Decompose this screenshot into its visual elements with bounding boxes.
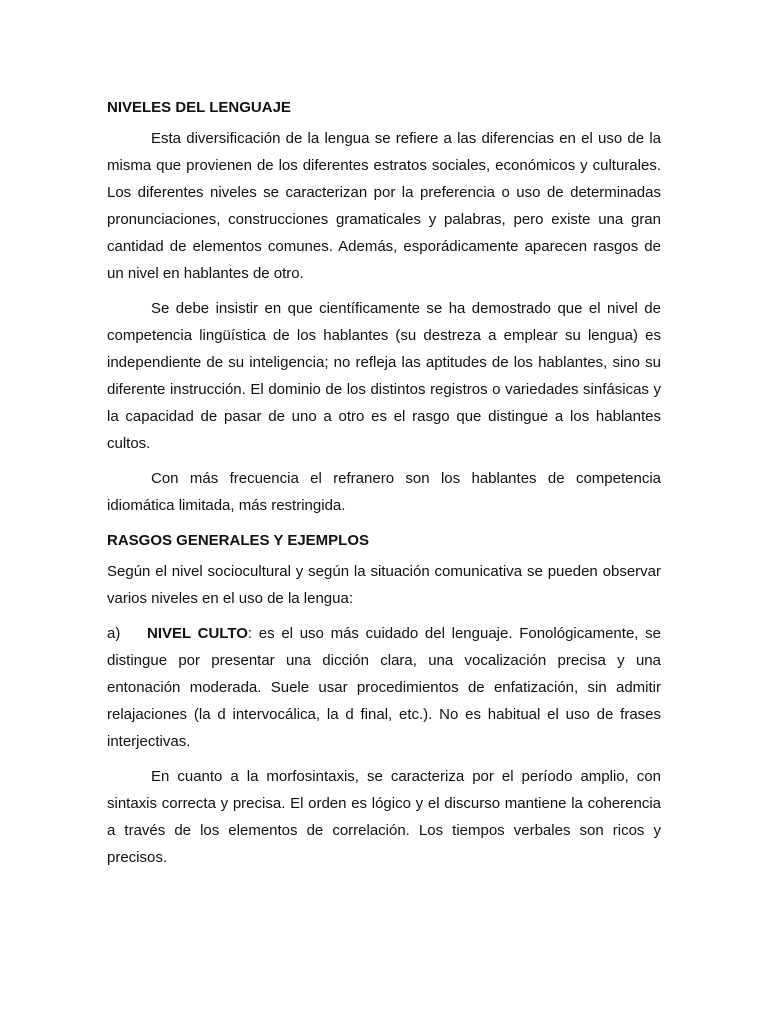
paragraph-4: Según el nivel sociocultural y según la situación comunicativa se pueden observar varios niveles en el uso de la lengua: [107, 563, 661, 607]
document-page [107, 94, 661, 879]
paragraph-2: Se debe insistir en que científicamente se ha demostrado que el nivel de competencia lingüística de los hablantes (su destreza a emplear su lengua) es independiente de su inteligencia; no refleja las aptitudes de los hablantes, sino su diferente instrucción. El dominio de los distintos registros o variedades sinfásicas y la capacidad de pasar de uno a otro es el rasgo que distingue a los hablantes cultos. [107, 300, 661, 452]
paragraph-1: Esta diversificación de la lengua se refiere a las diferencias en el uso de la misma que provienen de los diferentes estratos sociales, económicos y culturales. Los diferentes niveles se caracterizan por la preferencia o uso de determinadas pronunciaciones, construcciones gramaticales y palabras, pero existe una gran cantidad de elementos comunes. Además, esporádicamente aparecen rasgos de un nivel en hablantes de otro. [107, 130, 661, 282]
heading-niveles: NIVELES DEL LENGUAJE [107, 99, 291, 116]
item-a-label: a) [107, 625, 121, 642]
item-a-term: NIVEL CULTO [147, 625, 248, 642]
item-a-text: : es el uso más cuidado del lenguaje. Fonológicamente, se distingue por presentar una dicción clara, una vocalización precisa y una entonación moderada. Suele usar procedimientos de enfatización, sin admitir relajaciones (la d intervocálica, la d final, etc.). No es habitual el uso de frases interjectivas. [107, 625, 661, 750]
paragraph-5: En cuanto a la morfosintaxis, se caracteriza por el período amplio, con sintaxis correcta y precisa. El orden es lógico y el discurso mantiene la coherencia a través de los elementos de correlación. Los tiempos verbales son ricos y precisos. [107, 768, 661, 866]
paragraph-3: Con más frecuencia el refranero son los hablantes de competencia idiomática limitada, más restringida. [107, 470, 661, 514]
list-item-a [107, 620, 661, 755]
heading-rasgos: RASGOS GENERALES Y EJEMPLOS [107, 532, 370, 549]
